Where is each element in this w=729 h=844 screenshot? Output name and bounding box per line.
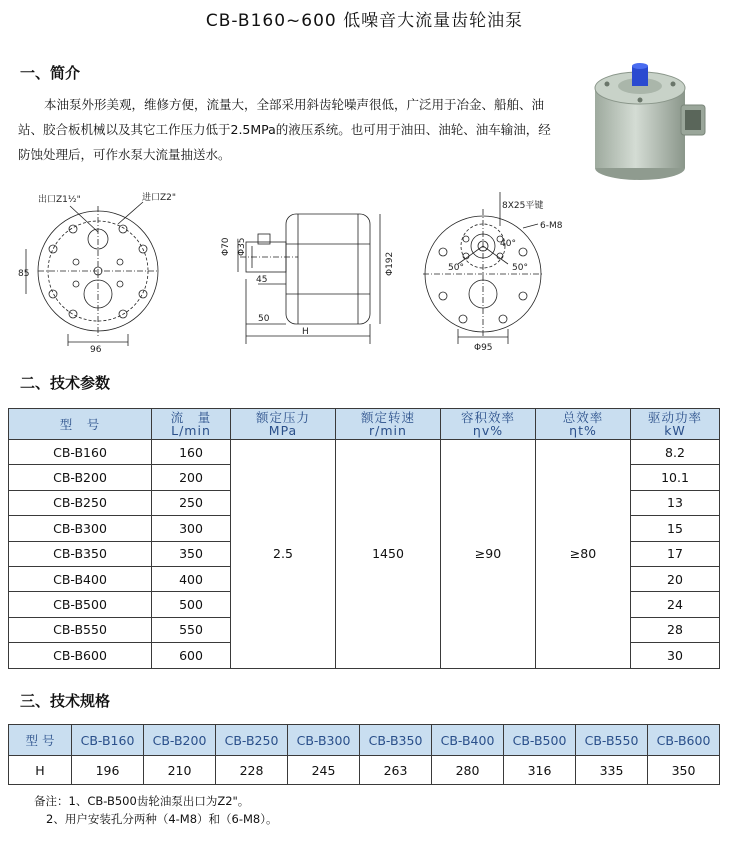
power-cell: 10.1 [631, 465, 720, 490]
inlet-label: 进口Z2" [142, 193, 177, 203]
dim-85: 85 [18, 269, 30, 279]
header-vol-eff: 容积效率 ηv% [441, 409, 536, 440]
spec-row-label-h: H [9, 756, 72, 785]
flow-cell: 300 [152, 516, 231, 541]
flow-cell: 200 [152, 465, 231, 490]
params-header-row [9, 409, 720, 440]
header-power: 驱动功率 kW [631, 409, 720, 440]
dim-phi192: Φ192 [385, 251, 395, 276]
dim-phi70: Φ70 [221, 237, 231, 256]
spec-table [8, 724, 720, 785]
angle-40: 40° [500, 239, 516, 249]
power-cell: 30 [631, 643, 720, 668]
power-cell: 17 [631, 541, 720, 566]
model-cell: CB-B600 [9, 643, 152, 668]
intro-text [18, 92, 558, 167]
flow-cell: 600 [152, 643, 231, 668]
section-heading-intro: 一、简介 [20, 64, 81, 82]
model-cell: CB-B300 [9, 516, 152, 541]
technical-drawing [18, 184, 578, 354]
spec-model: CB-B250 [216, 725, 288, 756]
power-cell: 15 [631, 516, 720, 541]
spec-h-row [9, 756, 720, 785]
pressure-cell: 2.5 [231, 440, 336, 669]
angle-50-right: 50° [512, 263, 528, 273]
spec-model: CB-B160 [72, 725, 144, 756]
dim-h: H [302, 327, 309, 337]
vol-eff-cell: ≥90 [441, 440, 536, 669]
spec-h-value: 210 [144, 756, 216, 785]
spec-h-value: 280 [432, 756, 504, 785]
model-cell: CB-B350 [9, 541, 152, 566]
flow-cell: 550 [152, 617, 231, 642]
dim-50: 50 [258, 314, 270, 324]
header-total-eff: 总效率 ηt% [536, 409, 631, 440]
model-cell: CB-B200 [9, 465, 152, 490]
dim-96: 96 [90, 345, 102, 354]
model-cell: CB-B250 [9, 490, 152, 515]
flow-cell: 160 [152, 440, 231, 465]
power-cell: 8.2 [631, 440, 720, 465]
pump-photo [585, 50, 715, 190]
spec-h-value: 350 [648, 756, 720, 785]
flow-cell: 350 [152, 541, 231, 566]
spec-h-value: 263 [360, 756, 432, 785]
spec-model: CB-B350 [360, 725, 432, 756]
dim-45: 45 [256, 275, 268, 285]
total-eff-cell: ≥80 [536, 440, 631, 669]
power-cell: 13 [631, 490, 720, 515]
dim-phi35: Φ35 [237, 237, 247, 256]
model-cell: CB-B500 [9, 592, 152, 617]
spec-model: CB-B550 [576, 725, 648, 756]
outlet-label: 出口Z1½" [38, 195, 81, 205]
model-cell: CB-B550 [9, 617, 152, 642]
spec-model: CB-B400 [432, 725, 504, 756]
spec-h-value: 196 [72, 756, 144, 785]
note-line-1: 备注：1、CB-B500齿轮油泵出口为Z2"。 [34, 794, 250, 808]
speed-cell: 1450 [336, 440, 441, 669]
spec-model: CB-B500 [504, 725, 576, 756]
spec-model: CB-B600 [648, 725, 720, 756]
params-table [8, 408, 720, 669]
table-row [9, 440, 720, 465]
key-label: 8X25平键 [502, 201, 544, 211]
section-heading-params: 二、技术参数 [20, 374, 111, 392]
flow-cell: 500 [152, 592, 231, 617]
intro-paragraph: 本油泵外形美观，维修方便，流量大，全部采用斜齿轮噪声很低，广泛用于冶金、船舶、油站、胶合板机械以及其它工作压力低于2.5MPa的液压系统。也可用于油田、油轮、油车输油，经防蚀处理后，可作水泵大流量抽送水。 [18, 97, 551, 162]
header-speed: 额定转速 r/min [336, 409, 441, 440]
spec-row-label-model: 型 号 [9, 725, 72, 756]
holes-label: 6-M8 [540, 221, 563, 231]
page-title: CB-B160~600 低噪音大流量齿轮油泵 [205, 11, 524, 31]
spec-model: CB-B300 [288, 725, 360, 756]
spec-model: CB-B200 [144, 725, 216, 756]
note-line-2: 2、用户安装孔分两种（4-M8）和（6-M8）。 [46, 812, 278, 826]
header-model: 型 号 [9, 409, 152, 440]
model-cell: CB-B400 [9, 566, 152, 591]
section-heading-spec: 三、技术规格 [20, 692, 111, 710]
header-pressure: 额定压力 MPa [231, 409, 336, 440]
model-cell: CB-B160 [9, 440, 152, 465]
power-cell: 20 [631, 566, 720, 591]
spec-h-value: 316 [504, 756, 576, 785]
spec-h-value: 245 [288, 756, 360, 785]
dim-phi95: Φ95 [474, 343, 493, 353]
spec-h-value: 228 [216, 756, 288, 785]
spec-h-value: 335 [576, 756, 648, 785]
power-cell: 28 [631, 617, 720, 642]
angle-50-left: 50° [448, 263, 464, 273]
flow-cell: 400 [152, 566, 231, 591]
spec-model-row [9, 725, 720, 756]
notes [34, 792, 277, 828]
power-cell: 24 [631, 592, 720, 617]
header-flow: 流 量 L/min [152, 409, 231, 440]
flow-cell: 250 [152, 490, 231, 515]
